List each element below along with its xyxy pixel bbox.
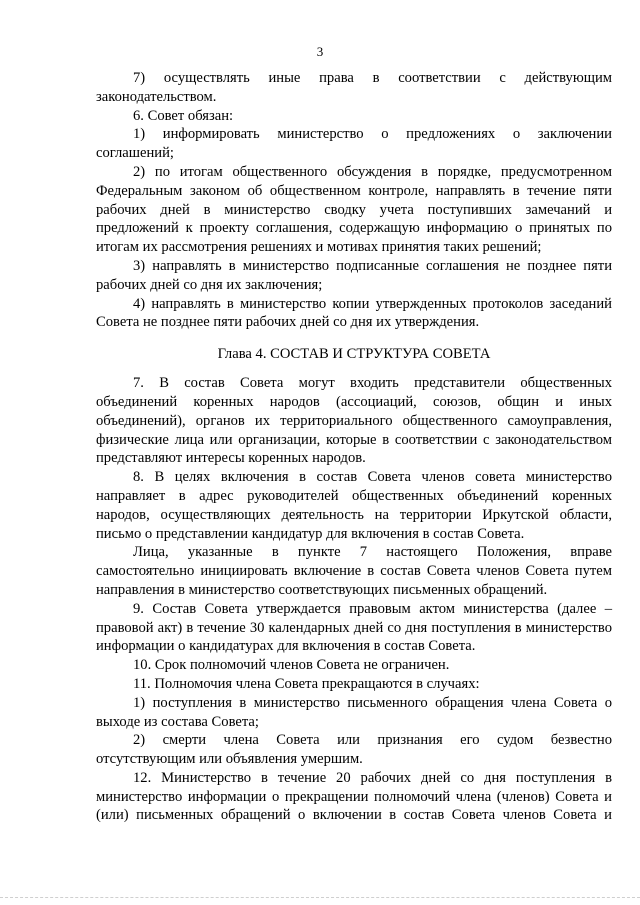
chapter-heading: Глава 4. СОСТАВ И СТРУКТУРА СОВЕТА <box>217 346 491 363</box>
text-line: Федеральным законом об общественном контроле, направлять в течение пяти <box>96 182 612 199</box>
text-line: 2) по итогам общественного обсуждения в порядке, предусмотренном <box>133 163 612 180</box>
text-line: 12. Министерство в течение 20 рабочих дней со дня поступления в <box>133 769 612 786</box>
text-line: Лица, указанные в пункте 7 настоящего Положения, вправе <box>133 544 612 561</box>
text-line: 3) направлять в министерство подписанные соглашения не позднее пяти <box>133 257 612 274</box>
text-line: 9. Состав Совета утверждается правовым актом министерства (далее – <box>133 600 612 617</box>
text-line: 10. Срок полномочий членов Совета не ограничен. <box>133 657 450 674</box>
text-line: направления в министерство соответствующих письменных обращений. <box>96 581 548 598</box>
text-line: направляет в адрес руководителей общественных объединений коренных <box>96 487 612 504</box>
text-line: 7. В состав Совета могут входить представители общественных <box>133 375 612 392</box>
text-line: 1) информировать министерство о предложениях о заключении <box>133 126 612 143</box>
page-bottom-edge <box>0 897 640 899</box>
text-line: 7) осуществлять иные права в соответствии с действующим <box>133 70 612 86</box>
text-line: министерство информации о прекращении полномочий члена (членов) Совета и <box>96 788 612 805</box>
text-line: рабочих дней со дня их заключения; <box>96 276 323 293</box>
text-line: физические лица или организации, которые в соответствии с законодательством <box>96 431 612 448</box>
text-line: народов, осуществляющих деятельность на территории Иркутской области, <box>96 506 612 523</box>
text-line: информации о кандидатурах для включения в состав Совета. <box>96 638 476 655</box>
text-line: (или) письменных обращений о включении в состав Совета членов Совета и <box>96 807 612 824</box>
page-number: 3 <box>316 44 324 59</box>
text-line: представляют интересы коренных народов. <box>96 450 366 467</box>
text-line: соглашений; <box>96 145 174 162</box>
text-line: 4) направлять в министерство копии утвержденных протоколов заседаний <box>133 295 612 312</box>
text-line: рабочих дней в министерство сводку учета поступивших замечаний и <box>96 201 612 218</box>
text-line: 1) поступления в министерство письменного обращения члена Совета о <box>133 694 612 711</box>
text-line: самостоятельно инициировать включение в состав Совета членов Совета путем <box>96 563 612 580</box>
text-line: итогам их рассмотрения решениях и мотивах принятия таких решений; <box>96 239 542 256</box>
text-line: отсутствующим или объявления умершим. <box>96 751 363 768</box>
text-line: объединений коренных народов (ассоциаций, союзов, общин и иных <box>96 393 612 410</box>
text-line: 11. Полномочия члена Совета прекращаются в случаях: <box>133 675 480 692</box>
document-body <box>96 69 612 825</box>
text-line: 2) смерти члена Совета или признания его судом безвестно <box>133 732 612 749</box>
text-line: предложений к проекту соглашения, содержащую информацию о принятых по <box>96 220 612 237</box>
text-line: выходе из состава Совета; <box>96 713 259 730</box>
section-council-composition <box>96 374 612 825</box>
text-line: законодательством. <box>96 88 217 105</box>
text-line: 6. Совет обязан: <box>133 107 234 124</box>
section-council-duties <box>96 69 612 332</box>
text-line: Совета не позднее пяти рабочих дней со дня их утверждения. <box>96 314 480 331</box>
text-line: 8. В целях включения в состав Совета членов совета министерство <box>133 469 612 486</box>
text-line: письмо о представлении кандидатур для включения в состав Совета. <box>96 525 525 542</box>
text-line: правовой акт) в течение 30 календарных дней со дня поступления в министерство <box>96 619 612 636</box>
text-line: объединений), органов их территориального общественного самоуправления, <box>96 412 612 429</box>
